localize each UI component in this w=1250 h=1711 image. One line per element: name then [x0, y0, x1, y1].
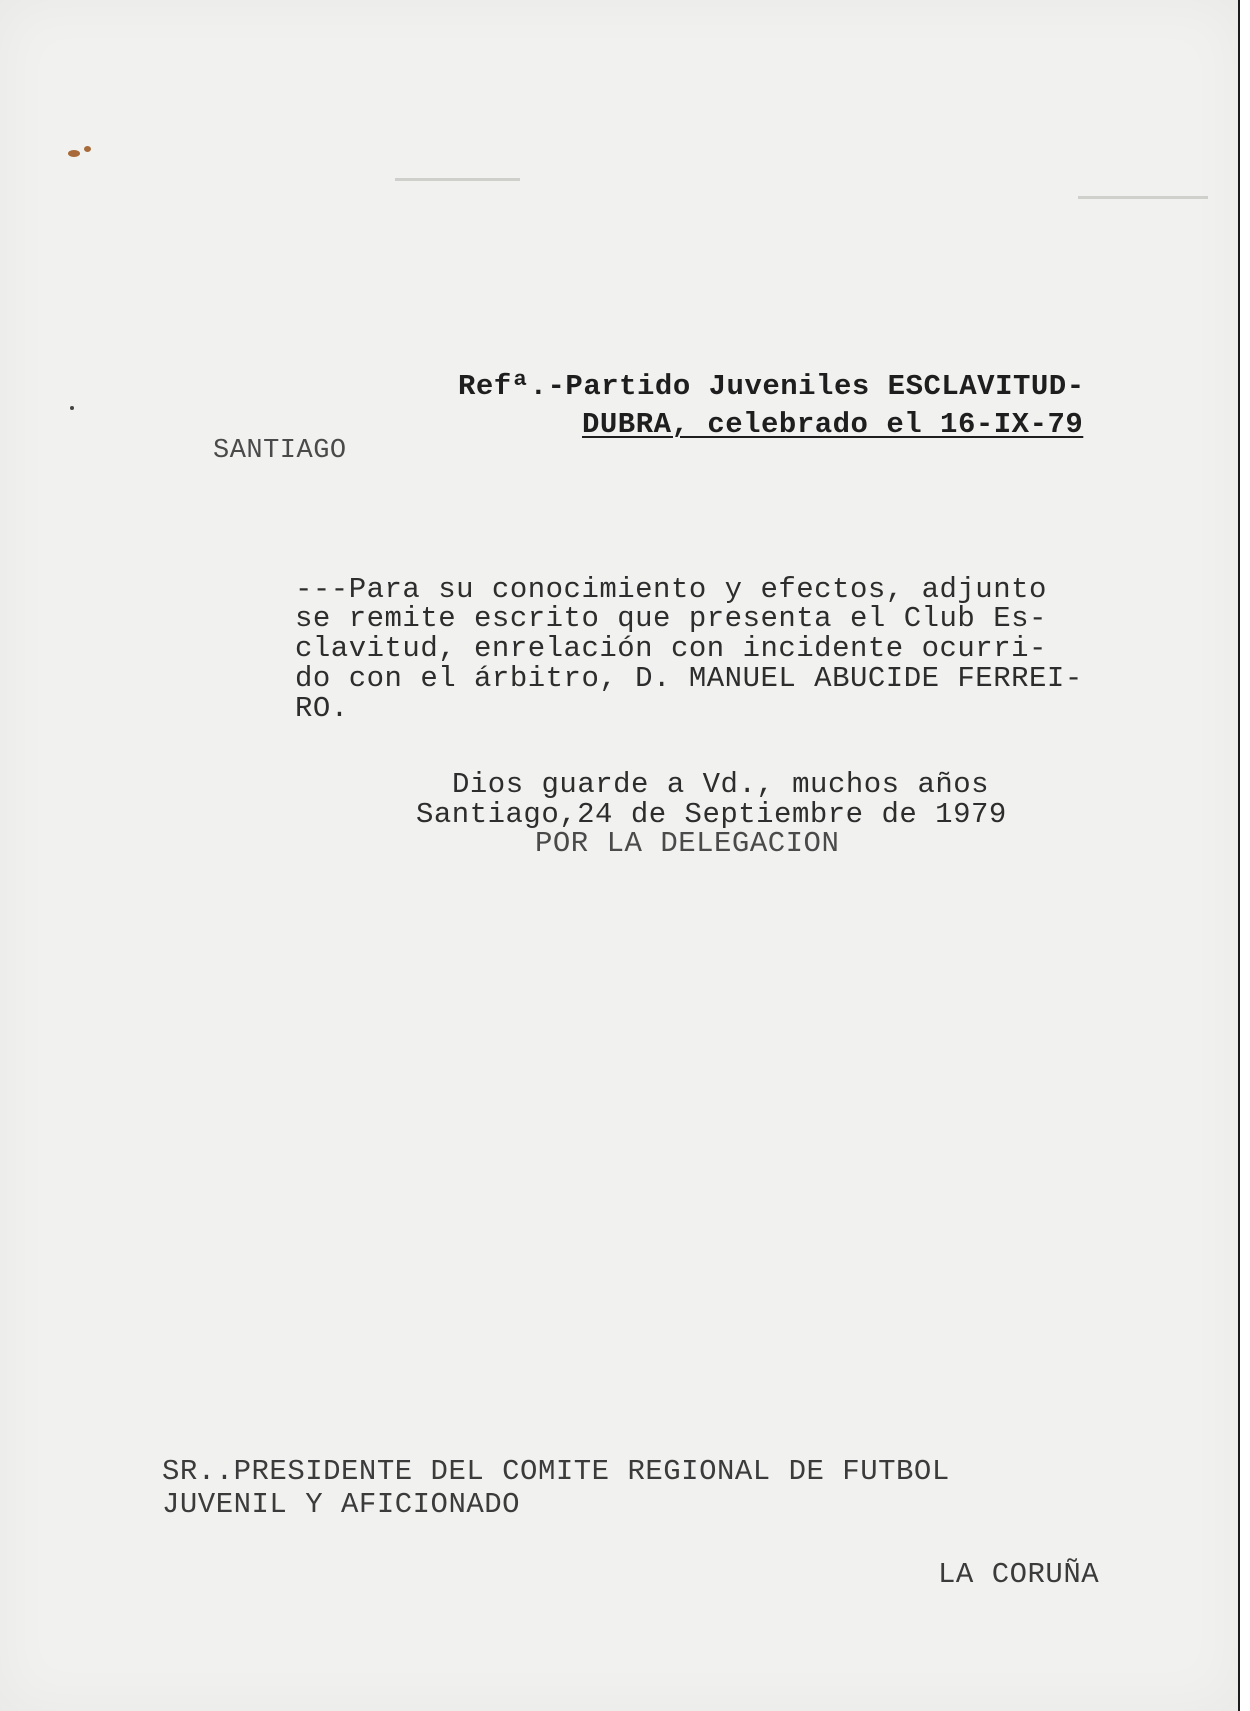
paper-stain — [70, 406, 74, 410]
addressee-line-2: JUVENIL Y AFICIONADO — [162, 1488, 521, 1521]
smudge-line — [1078, 196, 1208, 199]
reference-line-2: DUBRA, celebrado el 16-IX-79 — [582, 408, 1084, 441]
body-line-3: clavitud, enrelación con incidente ocurri- — [295, 632, 1047, 665]
closing-line-2: Santiago,24 de Septiembre de 1979 — [416, 798, 1007, 831]
page-edge — [1238, 0, 1250, 1711]
body-line-5: RO. — [295, 692, 349, 725]
body-line-4: do con el árbitro, D. MANUEL ABUCIDE FERREI- — [295, 662, 1083, 695]
destination-city: LA CORUÑA — [938, 1558, 1100, 1591]
paper-stain — [84, 146, 91, 152]
smudge-line — [395, 178, 520, 181]
place-name: SANTIAGO — [213, 436, 347, 466]
closing-line-1: Dios guarde a Vd., muchos años — [452, 768, 990, 801]
reference-line-1: Refª.-Partido Juveniles ESCLAVITUD- — [458, 370, 1085, 403]
addressee-line-1: SR..PRESIDENTE DEL COMITE REGIONAL DE FUTBOL — [162, 1455, 950, 1488]
paper-stain — [68, 150, 80, 157]
closing-line-3: POR LA DELEGACION — [535, 827, 840, 860]
body-line-1: ---Para su conocimiento y efectos, adjunto — [295, 573, 1047, 606]
body-line-2: se remite escrito que presenta el Club Es- — [295, 602, 1047, 635]
